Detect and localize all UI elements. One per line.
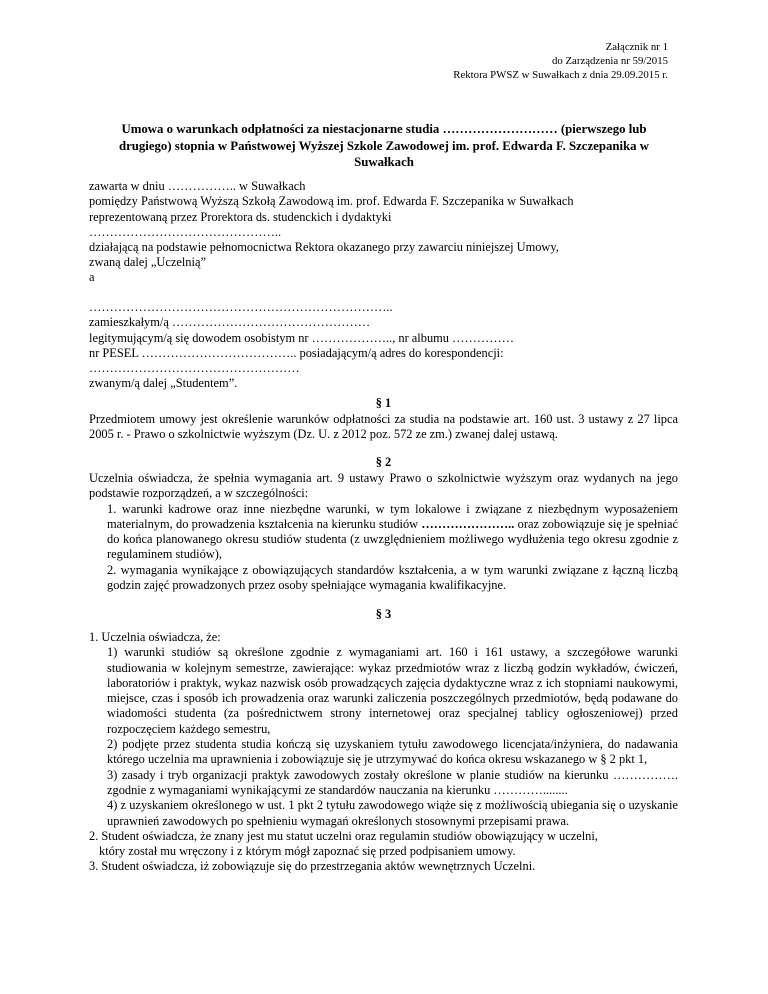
section-1-text <box>89 412 678 443</box>
party-line: zwaną dalej „Uczelnią” <box>89 255 206 270</box>
party-line: zamieszkałym/ą ………………………………………… <box>89 315 371 330</box>
list-item: 1) warunki studiów są określone zgodnie z wymaganiami art. 160 i 161 ustawy, a szczegółowe warunki studiowania w kolejnym semestrze, zawierające: wykaz przedmiotów wraz z liczbą godzin wykładów, ćwiczeń, laboratoriów i praktyk, wykaz nazwisk osób prowadzących zajęcia dydaktyczne wraz z ich stopniami naukowymi, miejsce, czas i sposób ich prowadzenia oraz warunki zaliczenia poszczególnych przedmiotów, będą podawane do wiadomości studenta (za pośrednictwem strony internetowej oraz specjalnej tablicy ogłoszeniowej) przed rozpoczęciem każdego semestru, <box>107 645 678 736</box>
party-line: zwanym/ą dalej „Studentem”. <box>89 376 238 391</box>
section-heading-1: § 1 <box>375 396 392 410</box>
list-item: 4) z uzyskaniem określonego w ust. 1 pkt 2 tytułu zawodowego wiąże się z możliwością ubiegania się o uzyskanie uprawnień zawodowych po spełnieniu wymagań określonych stosownymi przepisami prawa. <box>107 798 678 828</box>
party-line: legitymującym/ą się dowodem osobistym nr ……………….., nr albumu …………… <box>89 330 515 345</box>
list-item: 2) podjęte przez studenta studia kończą się uzyskaniem tytułu zawodowego licencjata/inżyniera, do nadawania którego uczelnia ma uprawnienia i zobowiązuje się je utrzymywać do końca okresu wskazanego w § 2 pkt 1, <box>107 737 678 767</box>
section-heading-2: § 2 <box>375 455 392 469</box>
list-item-text: oraz zobowiązuje się je spełniać do końca planowanego okresu studiów studenta (z uwzględnieniem możliwego wydłużenia tego okresu zgodnie z regulaminem studiów), <box>107 516 678 562</box>
party-line: zawarta w dniu …………….. w Suwałkach <box>89 179 306 193</box>
attachment-line-2: do Zarządzenia nr 59/2015 <box>551 55 668 67</box>
party-line: reprezentowaną przez Prorektora ds. studenckich i dydaktyki <box>89 209 392 224</box>
list-item-text: 1. warunki kadrowe oraz inne niezbędne warunki, w tym lokalowe i związane z niezbędnym wyposażeniem materialnym, do prowadzenia kształcenia na kierunku studiów <box>107 501 678 531</box>
party-line: pomiędzy Państwową Wyższą Szkołą Zawodową im. prof. Edwarda F. Szczepanika w Suwałkach <box>89 194 574 209</box>
field-of-study-blank: ………………….. <box>421 516 515 531</box>
paragraph: Uczelnia oświadcza, że spełnia wymagania art. 9 ustawy Prawo o szkolnictwie wyższym oraz wydanych na jego podstawie rozporządzeń, a w szczególności: <box>89 471 678 501</box>
clause: 2. Student oświadcza, że znany jest mu statut uczelni oraz regulamin studiów obowiązujący w uczelni, <box>89 828 598 843</box>
attachment-header <box>453 40 668 82</box>
section-heading-3: § 3 <box>375 607 392 621</box>
parties-uczelnia <box>89 179 678 271</box>
party-line: ……………………………………….. <box>89 224 282 239</box>
list-item <box>89 502 678 563</box>
party-line: …………………………………………… <box>89 361 300 376</box>
list-item: 2. wymagania wynikające z obowiązujących standardów kształcenia, a w tym warunki związane z łączną liczbą godzin zajęć prowadzonych przez osoby spełniające wymagania kwalifikacyjne. <box>107 562 678 593</box>
attachment-line-3: Rektora PWSZ w Suwałkach z dnia 29.09.2015 r. <box>453 69 668 81</box>
party-line: działającą na podstawie pełnomocnictwa Rektora okazanego przy zawarciu niniejszej Umowy, <box>89 240 559 255</box>
list-item: 3) zasady i tryb organizacji praktyk zawodowych zostały określone w planie studiów na kierunku ……………. zgodnie z wymaganiami wynikającymi ze standardów nauczania na kierunku …………........ <box>107 767 678 797</box>
clause: 1. Uczelnia oświadcza, że: <box>89 630 221 644</box>
attachment-line-1: Załącznik nr 1 <box>605 41 668 53</box>
conjunction-a: a <box>89 270 95 284</box>
parties-student <box>89 300 678 392</box>
document-title: Umowa o warunkach odpłatności za niestacjonarne studia ……………………… (pierwszego lub drugiego) stopnia w Państwowej Wyższej Szkole Zawodowej im. prof. Edwarda F. Szczepanika w Suwałkach <box>118 122 649 170</box>
paragraph: Przedmiotem umowy jest określenie warunków odpłatności za studia na podstawie art. 160 ust. 3 ustawy z 27 lipca 2005 r. - Prawo o szkolnictwie wyższym (Dz. U. z 2012 poz. 572 ze zm.) zwanej dalej ustawą. <box>89 412 678 442</box>
section-3-text <box>89 630 678 875</box>
party-line: ……………………………………………………………….. <box>89 300 393 314</box>
clause: 3. Student oświadcza, iż zobowiązuje się do przestrzegania aktów wewnętrznych Uczelni. <box>89 859 536 874</box>
clause-continuation: który został mu wręczony i z którym mógł zapoznać się przed podpisaniem umowy. <box>99 844 516 859</box>
section-2-text <box>89 471 678 593</box>
party-line: nr PESEL ……………………………….. posiadającym/ą adres do korespondencji: <box>89 345 504 360</box>
